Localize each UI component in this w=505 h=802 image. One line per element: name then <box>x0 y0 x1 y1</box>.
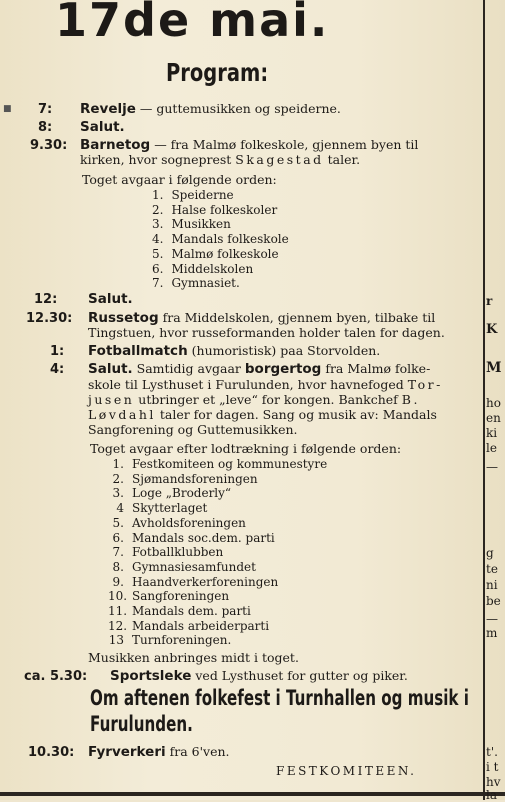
event-salut-4-line2 <box>88 377 443 392</box>
time-1030: 10.30: <box>28 745 75 760</box>
text-part: taler for dagen. Sang og musik av: Mandals <box>155 407 437 422</box>
side-fragment: r <box>486 294 493 308</box>
side-fragment: K <box>486 322 498 337</box>
list-item: 13 Turnforeningen. <box>108 633 232 648</box>
speaker-name: Løvdahl <box>88 407 156 422</box>
event-name: Revelje <box>80 101 136 117</box>
event-fyrverkeri <box>88 744 230 760</box>
text-part: taler. <box>323 152 361 167</box>
list-item: 5. Avholdsforeningen <box>112 515 246 530</box>
margin-mark: ■ <box>3 104 12 114</box>
text-part: utbringer et „leve“ for kongen. Bankchef <box>134 392 402 407</box>
list-item: 8. Gymnasiesamfundet <box>112 559 256 574</box>
list-item: 2. Halse folkeskoler <box>152 202 278 217</box>
event-barnetog-line2 <box>80 152 360 167</box>
event-name: Salut. <box>88 291 133 307</box>
side-fragment: la <box>486 788 497 802</box>
event-name: Sportsleke <box>110 668 192 684</box>
side-fragment: ho <box>486 396 501 410</box>
event-text: fra Middelskolen, gjennem byen, tilbake til <box>162 310 436 325</box>
list-item: 6. Mandals soc.dem. parti <box>112 530 275 545</box>
text-part: kirken, hvor sogneprest <box>80 152 236 167</box>
speaker-name: jusen <box>88 392 135 407</box>
side-fragment: ni <box>486 578 498 592</box>
side-fragment: m <box>486 626 498 640</box>
event-salut-4-line5: Sangforening og Guttemusikken. <box>88 422 298 437</box>
text-part: skole til Lysthuset i Furulunden, hvor havnefoged <box>88 377 408 392</box>
order-intro-2: Toget avgaar efter lodtrækning i følgende orden: <box>90 441 402 456</box>
evening-banner-line1: Om aftenen folkefest i Turnhallen og musik i <box>90 686 469 710</box>
event-sportsleke <box>110 668 408 684</box>
event-barnetog <box>80 137 418 153</box>
barnetog-order-list <box>152 188 289 291</box>
signature: FESTKOMITEEN. <box>276 764 417 778</box>
side-fragment: — <box>486 460 498 474</box>
speaker-name: Skagestad <box>235 152 324 167</box>
event-text: fra 6'ven. <box>169 744 230 759</box>
event-russetog-line2: Tingstuen, hvor russeformanden holder talen for dagen. <box>88 325 445 340</box>
list-item: 7. Fotballklubben <box>112 545 224 560</box>
event-name: Russetog <box>88 310 159 326</box>
side-fragment: t'. <box>486 745 498 759</box>
side-fragment: g <box>486 546 494 560</box>
list-item: 5. Malmø folkeskole <box>152 246 279 261</box>
time-1: 1: <box>50 344 65 359</box>
side-fragment: le <box>486 441 497 455</box>
list-item: 3. Loge „Broderly“ <box>112 486 232 501</box>
column-rule <box>483 0 485 800</box>
side-fragment: te <box>486 562 498 576</box>
program-heading: Program: <box>166 58 269 87</box>
list-item: 6. Middelskolen <box>152 261 254 276</box>
time-530: ca. 5.30: <box>24 669 88 684</box>
bottom-rule <box>0 792 505 796</box>
list-item: 1. Festkomiteen og kommunestyre <box>112 457 328 471</box>
speaker-name: B. <box>401 392 420 407</box>
list-item: 1. Speiderne <box>152 188 234 202</box>
order-intro: Toget avgaar i følgende orden: <box>82 172 277 187</box>
list-item: 11. Mandals dem. parti <box>108 604 251 619</box>
event-fotballmatch <box>88 343 380 359</box>
list-item: 4. Mandals folkeskole <box>152 232 289 247</box>
event-salut-8 <box>80 119 125 135</box>
event-salut-4-line3 <box>88 392 420 407</box>
time-12: 12: <box>34 292 58 307</box>
side-fragment: — <box>486 612 498 626</box>
list-item: 12. Mandals arbeiderparti <box>108 618 270 633</box>
event-text: — fra Malmø folkeskole, gjennem byen til <box>154 137 419 152</box>
event-text: (humoristisk) paa Storvolden. <box>191 343 381 358</box>
side-fragment: hv <box>486 775 501 789</box>
headline: 17de mai. <box>55 0 330 47</box>
side-fragment: M <box>486 360 502 376</box>
side-fragment: en <box>486 411 501 425</box>
event-name: Salut. <box>80 119 125 135</box>
time-7: 7: <box>38 102 53 117</box>
list-item: 4 Skytterlaget <box>116 501 208 516</box>
speaker-name: Tor- <box>407 377 443 392</box>
music-note: Musikken anbringes midt i toget. <box>88 650 299 665</box>
event-text: ved Lysthuset for gutter og piker. <box>195 668 408 683</box>
event-salut-12 <box>88 291 133 307</box>
borgertog-order-list <box>108 457 327 648</box>
event-name-borgertog: borgertog <box>244 361 322 377</box>
time-930: 9.30: <box>30 138 68 153</box>
list-item: 10. Sangforeningen <box>108 589 230 604</box>
time-4: 4: <box>50 362 65 377</box>
list-item: 3. Musikken <box>152 217 231 232</box>
event-name: Fyrverkeri <box>88 744 166 760</box>
text-part: Samtidig avgaar <box>136 361 245 376</box>
event-salut-4 <box>88 361 430 377</box>
list-item: 9. Haandverkerforeningen <box>112 574 279 589</box>
time-8: 8: <box>38 120 53 135</box>
event-name: Salut. <box>88 361 133 377</box>
event-name: Barnetog <box>80 137 151 153</box>
list-item: 7. Gymnasiet. <box>152 276 240 291</box>
list-item: 2. Sjømandsforeningen <box>112 471 258 486</box>
evening-banner-line2: Furulunden. <box>90 712 193 736</box>
event-text: — guttemusikken og speiderne. <box>139 101 341 116</box>
event-name: Fotballmatch <box>88 343 188 359</box>
event-russetog <box>88 310 435 326</box>
side-fragment: i t <box>486 760 499 774</box>
time-1230: 12.30: <box>26 311 73 326</box>
side-fragment: ki <box>486 426 498 440</box>
side-fragment: be <box>486 594 501 608</box>
event-salut-4-line4 <box>88 407 437 422</box>
event-revelje <box>80 101 341 117</box>
text-part: fra Malmø folke- <box>321 361 431 376</box>
